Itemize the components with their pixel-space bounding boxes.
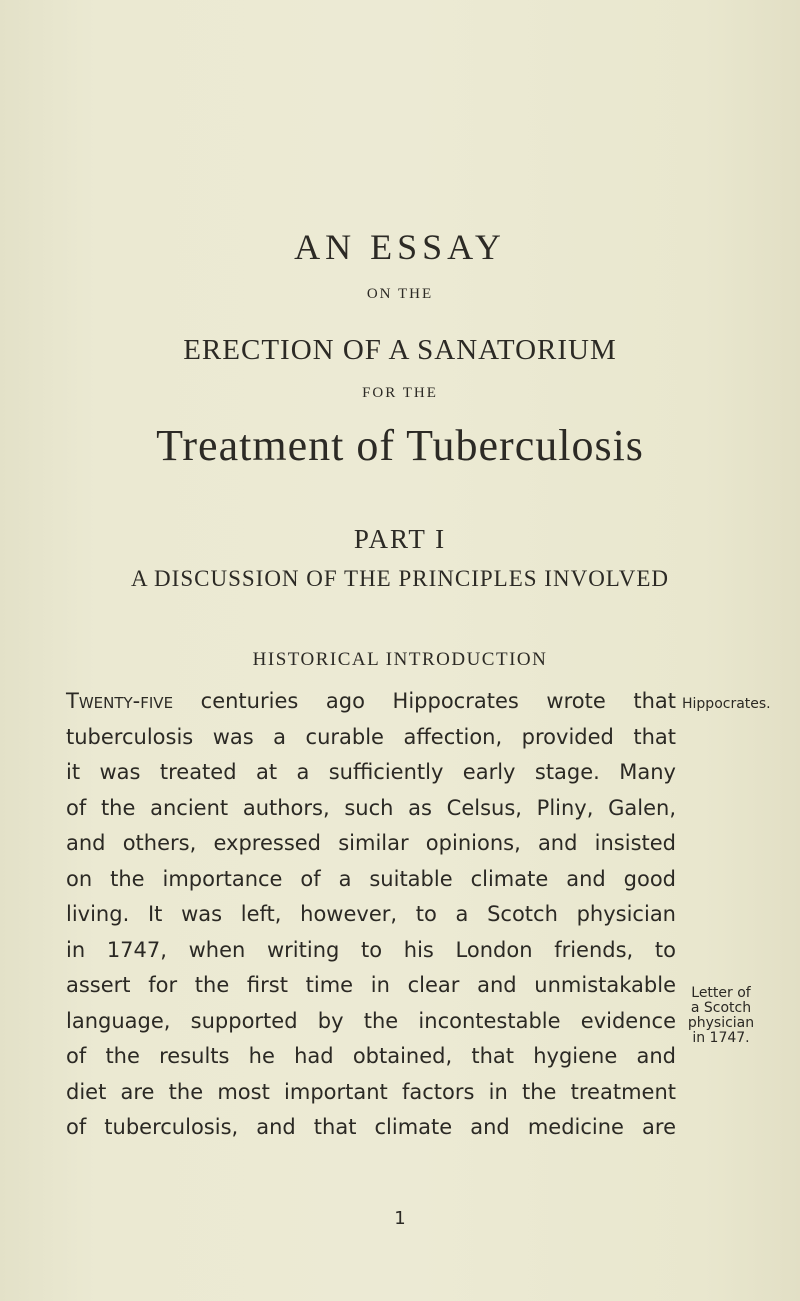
page-number: 1 — [394, 1208, 406, 1229]
body-line: living. It was left, however, to a Scotch physician — [66, 902, 676, 926]
body-line: of tuberculosis, and that climate and medicine are — [66, 1115, 676, 1139]
margin-note-line: in 1747. — [692, 1030, 750, 1046]
body-line-text: centuries ago Hippocrates wrote that — [173, 689, 676, 713]
body-line: of the results he had obtained, that hygiene and — [66, 1044, 676, 1068]
title-for-the: FOR THE — [362, 385, 438, 401]
body-line: tuberculosis was a curable affection, provided that — [66, 724, 676, 749]
title-on-the: ON THE — [366, 286, 434, 302]
section-heading: HISTORICAL INTRODUCTION — [252, 649, 548, 670]
body-line: and others, expressed similar opinions, and insisted — [66, 831, 676, 855]
margin-note-line: a Scotch — [690, 1000, 752, 1016]
margin-note-line: Letter of — [691, 985, 751, 1001]
part-subtitle: A DISCUSSION OF THE PRINCIPLES INVOLVED — [130, 566, 670, 591]
title-erection: ERECTION OF A SANATORIUM — [183, 334, 617, 366]
body-line: diet are the most important factors in the treatment — [66, 1079, 676, 1104]
body-paragraph — [66, 684, 676, 1146]
body-line: on the importance of a suitable climate and good — [66, 866, 676, 891]
body-line: assert for the first time in clear and unmistakable — [66, 973, 676, 997]
body-line — [66, 684, 676, 720]
title-treatment: Treatment of Tuberculosis — [156, 421, 644, 470]
body-line: in 1747, when writing to his London friends, to — [66, 937, 676, 962]
opening-smallcaps: Twenty-five — [66, 689, 174, 713]
margin-note-line: physician — [687, 1015, 755, 1031]
margin-note-letter — [682, 986, 760, 1046]
margin-note-hippocrates: Hippocrates. — [682, 696, 771, 712]
part-heading: PART I — [353, 524, 447, 554]
body-line: of the ancient authors, such as Celsus, Pliny, Galen, — [66, 795, 676, 820]
title-an-essay: AN ESSAY — [294, 227, 506, 267]
body-line: it was treated at a sufficiently early stage. Many — [66, 760, 676, 784]
body-line: language, supported by the incontestable evidence — [66, 1008, 676, 1033]
